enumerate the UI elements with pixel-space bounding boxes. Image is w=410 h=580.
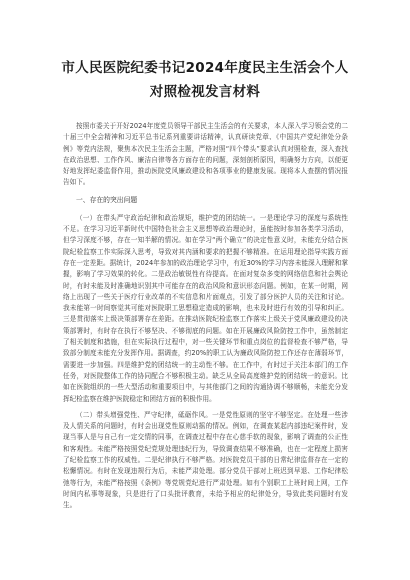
intro-paragraph: 按照市委关于开好2024年度党员领导干部民主生活会的有关要求，本人深入学习领会党的二十届三中全会精神和习近平总书记系列重要讲话精神，认真研读党章、《中国共产党纪律处分条例》等党内法规，聚焦本次民主生活会主题，严格对照“四个带头”要求认真对照检查，深入查找在政治思想、工作作风、廉洁自律等各方面存在的问题，深刻剖析原因，明确努力方向，以便更好地发挥纪委监督作用，推动医院党风廉政建设和各项事业的健康发展。现将本人查摆的情况报告如下。 [63,122,348,187]
document-title: 市人民医院纪委书记2024年度民主生活会个人对照检视发言材料 [61,60,349,100]
document-body [63,121,348,517]
paragraph-1: （一）在带头严守政治纪律和政治规矩，维护党的团结统一。一是理论学习的深度与系统性不足。在学习习近平新时代中国特色社会主义思想等政治理论时，虽能按时参加各类学习活动，但学习深度不够，存在一知半解的情况。如在学习“两个确立”的决定性意义时，未能充分结合医院纪检监察工作实际深入思考，导致对其内涵和要求的把握不够精准。在运用理论指导实践方面存在一定差距。据统计，2024年参加的政治理论学习中，有近30%的学习内容未能深入理解和掌握，影响了学习效果的转化。二是政治敏锐性有待提高。在面对复杂多变的网络信息和社会舆论时，有时未能及时准确地识别其中可能存在的政治风险和意识形态问题。例如，在某一时期，网络上出现了一些关于医疗行业改革的不实信息和片面观点，引发了部分医护人员的关注和讨论。我未能第一时间察觉其可能对医院职工思想稳定造成的影响，也未及时进行有效的引导和纠正。三是贯彻落实上级决策部署存在差距。在推动医院纪检监察工作落实上级关于党风廉政建设的决策部署时，有时存在执行不够坚决、不够彻底的问题。如在开展廉政风险防控工作中，虽然制定了相关制度和措施，但在实际执行过程中，对一些关键环节和重点岗位的监督检查不够严格，导致部分制度未能充分发挥作用。据调查，约20%的职工认为廉政风险防控工作还存在薄弱环节，需要进一步加强。四是维护党的团结统一的主动性不够。在工作中，有时过于关注本部门的工作任务，对医院整体工作的协同配合不够积极主动。缺乏从全局高度维护党的团结统一的意识。比如在医院组织的一些大型活动和重要项目中，与其他部门之间的沟通协调不够顺畅，未能充分发挥纪检监察在维护医院稳定和团结方面的积极作用。 [63,213,348,403]
section-heading: 一、存在的突出问题 [76,195,138,204]
paragraph-2: （二）带头增强党性、严守纪律，砥砺作风。一是党性原则的坚守不够坚定。在处理一些涉及人情关系的问题时，有时会出现党性原则动摇的情况。例如，在调查某起内部违纪案件时，发现当事人是与自己有一定交情的同事，在调查过程中存在心慈手软的现象，影响了调查的公正性和客观性。未能严格按照党纪党规处理违纪行为，导致调查结果不够准确，也在一定程度上损害了纪检监察工作的权威性。二是纪律执行不够严格。对医院党员干部的日常纪律监督存在一定的松懈情况。有时在发现违规行为后，未能严肃处理。部分党员干部对上班迟到早退、工作纪律松弛等行为，未能严格按照《条例》等党规党纪进行严肃处理。如有个别职工上班时间上网，工作时间内私事等现象，只是进行了口头批评教育，未给予相应的纪律处分，导致此类问题时有发生。 [63,410,348,510]
